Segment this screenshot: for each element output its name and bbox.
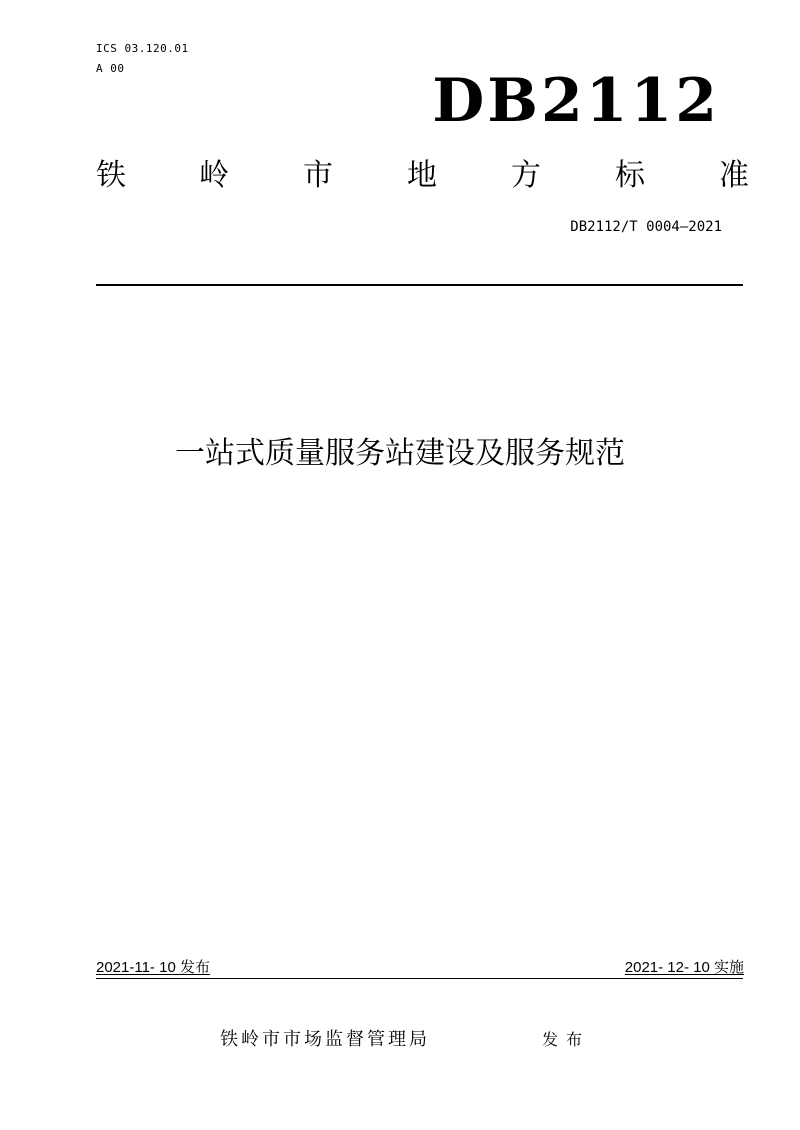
standard-type-char: 市 bbox=[303, 158, 333, 193]
ics-code: ICS 03.120.01 bbox=[96, 42, 189, 55]
standard-type-char: 地 bbox=[407, 158, 437, 193]
standard-type-char: 岭 bbox=[199, 158, 229, 193]
standard-code: DB2112 bbox=[432, 66, 720, 136]
standard-type-char: 铁 bbox=[96, 158, 126, 193]
standard-type-char: 准 bbox=[719, 158, 749, 193]
issuing-action: 发布 bbox=[542, 1030, 591, 1049]
issue-date: 2021-11- 10 发布 bbox=[96, 959, 210, 976]
document-title: 一站式质量服务站建设及服务规范 bbox=[175, 436, 625, 471]
implementation-date: 2021- 12- 10 实施 bbox=[624, 959, 744, 976]
issuing-authority: 铁岭市市场监督管理局 bbox=[220, 1029, 430, 1050]
header-divider bbox=[96, 284, 743, 286]
ccs-code: A 00 bbox=[96, 62, 125, 75]
standard-number: DB2112/T 0004—2021 bbox=[570, 219, 722, 235]
footer-divider bbox=[96, 978, 743, 979]
standard-type-char: 方 bbox=[511, 158, 541, 193]
standard-type-char: 标 bbox=[615, 158, 645, 193]
standard-type bbox=[96, 156, 749, 198]
